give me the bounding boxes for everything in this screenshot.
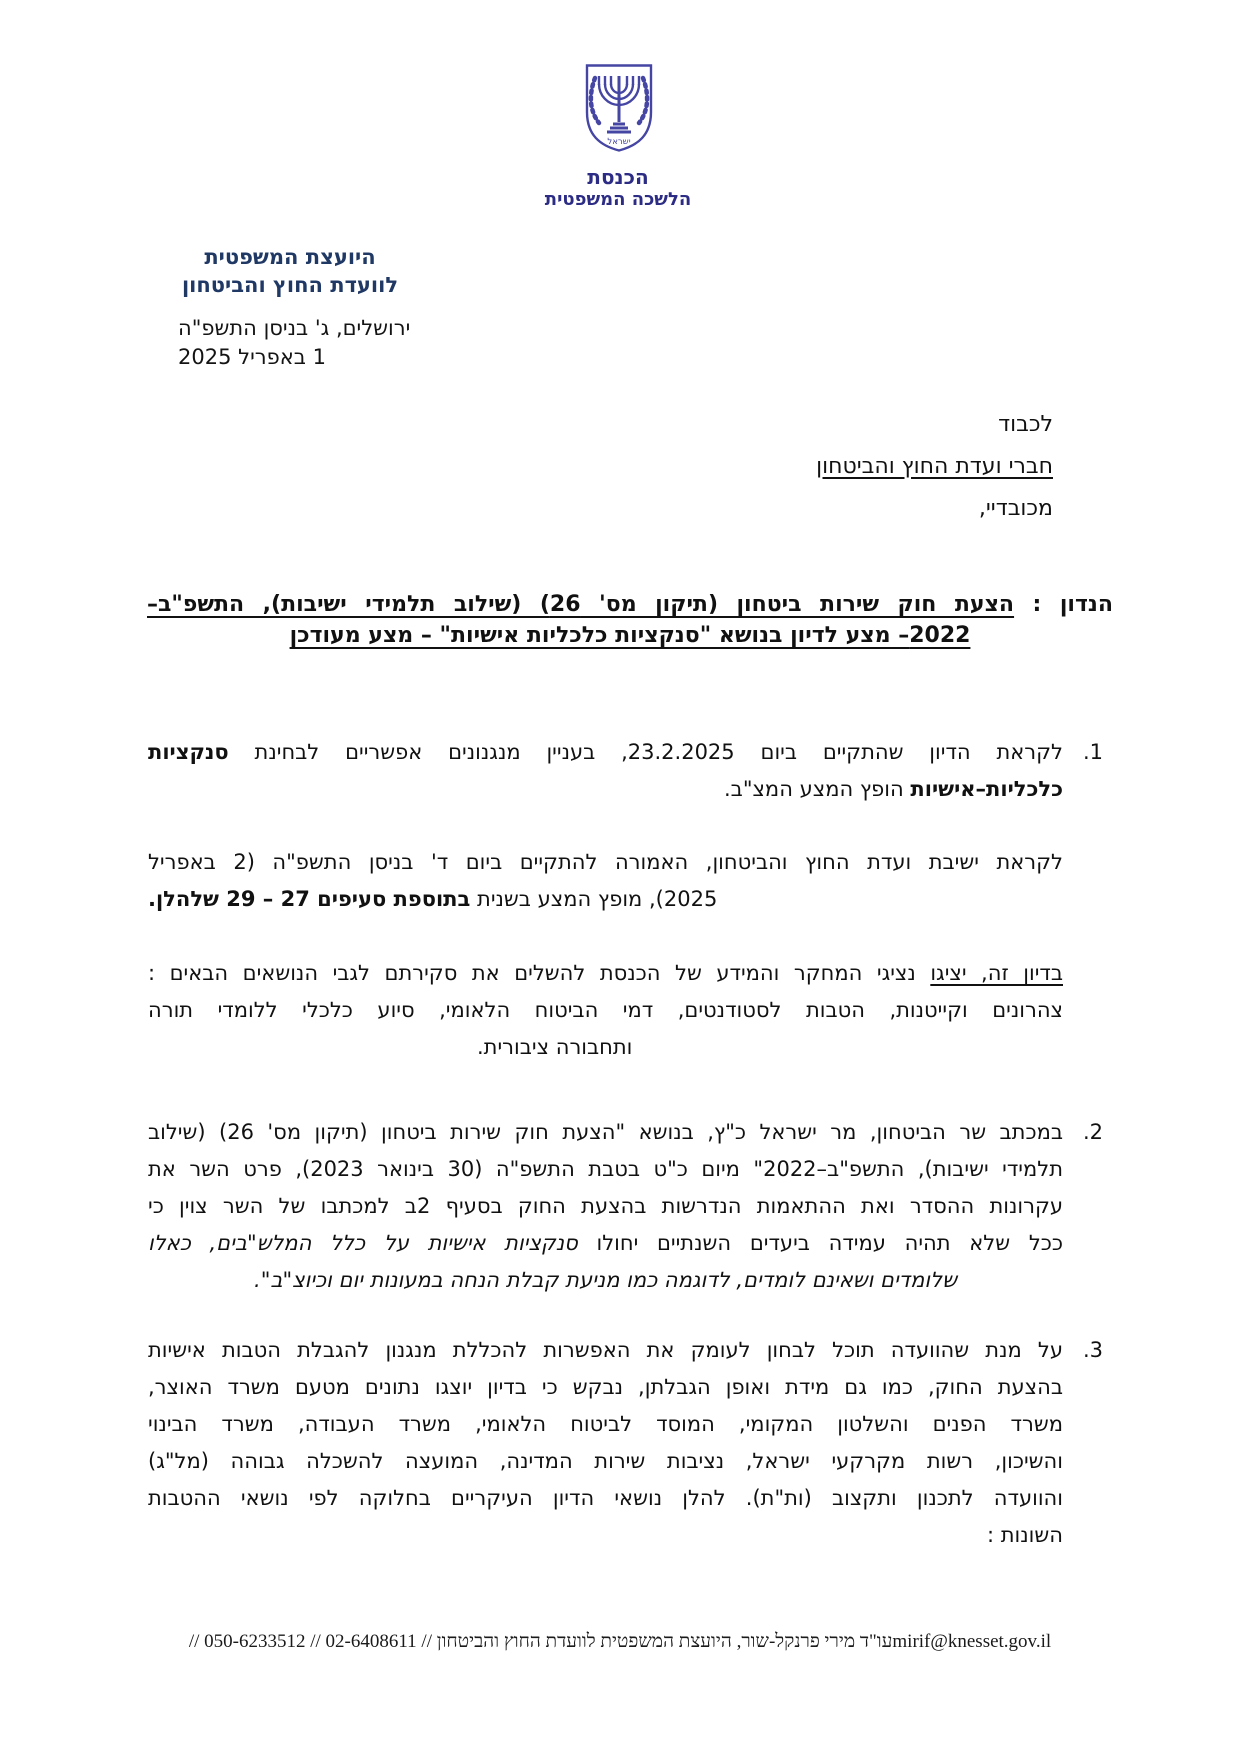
greeting: מכובדיי, xyxy=(978,496,1053,521)
text-segment: והשיכון, רשות מקרקעי ישראל, נציבות שירות המדינה, המועצה להשכלה גבוהה (מל"ג) xyxy=(148,1449,1063,1473)
paragraph-number: 2. xyxy=(1082,1120,1103,1144)
text-segment: משרד הפנים והשלטון המקומי, המוסד לביטוח הלאומי, משרד העבודה, משרד הבינוי xyxy=(148,1412,1063,1436)
text-segment: ותחבורה ציבורית. xyxy=(477,1035,633,1059)
text-line xyxy=(148,1114,1063,1151)
text-segment: צהרונים וקייטנות, הטבות לסטודנטים, דמי הביטוח הלאומי, סיוע כלכלי ללומדי תורה xyxy=(148,998,1063,1022)
footer-email: mirif@knesset.gov.il xyxy=(892,1631,1052,1652)
text-segment: עקרונות ההסדר ואת ההתאמות הנדרשות בהצעת החוק בסעיף 2ב למכתבו של השר צוין כי xyxy=(148,1194,1063,1218)
text-segment: שלומדים ושאינם לומדים, לדוגמה כמו מניעת קבלת הנחה במעונות יום וכיוצ"ב". xyxy=(254,1268,957,1292)
text-line xyxy=(148,844,1063,881)
footer xyxy=(70,1630,1170,1654)
text-segment: השונות : xyxy=(986,1523,1063,1547)
hebrew-date: ירושלים, ג' בניסן התשפ"ה xyxy=(178,316,411,340)
paragraph xyxy=(148,1114,1103,1299)
text-segment: 2025), מופץ המצע בשנית xyxy=(470,887,718,911)
text-line xyxy=(148,1517,1063,1554)
text-segment: לקראת הדיון שהתקיים ביום 23.2.2025, בעניין מנגנונים אפשריים לבחינת xyxy=(228,740,1063,764)
paragraph xyxy=(148,734,1103,808)
paragraph xyxy=(148,844,1063,918)
footer-contact: עו"ד מירי פרנקל-שור, היועצת המשפטית לוועדת החוץ והביטחון // 02-6408611 // 050-6233512 // xyxy=(188,1631,893,1652)
text-segment: בהצעת החוק, כמו גם מידת ואופן הגבלתן, נבקש כי בדיון יוצגו נתונים מטעם משרד האוצר, xyxy=(148,1375,1063,1399)
addressee: חברי ועדת החוץ והביטחון xyxy=(816,454,1053,479)
text-line xyxy=(148,1332,1063,1369)
text-segment: סנקציות אישיות על כלל המלש"בים, כאלו xyxy=(148,1231,578,1255)
text-segment: והוועדה לתכנון ותקצוב (ות"ת). להלן נושאי הדיון העיקריים בחלוקה לפי נושאי ההטבות xyxy=(148,1486,1063,1510)
text-line xyxy=(148,734,1063,771)
subject-text-1: הצעת חוק שירות ביטחון (תיקון מס' 26) (שילוב תלמידי ישיבות), התשפ"ב– xyxy=(147,592,1015,617)
text-line xyxy=(148,1188,1063,1225)
paragraph-number: 1. xyxy=(1082,740,1103,764)
text-line xyxy=(148,1225,1063,1262)
text-segment: לקראת ישיבת ועדת החוץ והביטחון, האמורה להתקיים ביום ד' בניסן התשפ"ה (2 באפריל xyxy=(148,850,1063,874)
subject-line-2: 2022– מצע לדיון בנושא "סנקציות כלכליות אישיות" – מצע מעודכן xyxy=(289,623,971,648)
sender-title-line2: לוועדת החוץ והביטחון xyxy=(181,273,399,297)
gregorian-date: 1 באפריל 2025 xyxy=(178,345,326,369)
text-line xyxy=(148,992,1063,1029)
text-line xyxy=(148,771,1063,808)
text-segment: בתוספת סעיפים 27 – 29 שלהלן. xyxy=(148,887,471,911)
text-segment: בדיון זה, יציגו xyxy=(930,961,1063,985)
text-segment: על מנת שהוועדה תוכל לבחון לעומק את האפשרות להכללת מנגנון להגבלת הטבות אישיות xyxy=(148,1338,1063,1362)
text-line xyxy=(148,1029,1063,1066)
text-line xyxy=(148,1151,1063,1188)
paragraph-number: 3. xyxy=(1082,1338,1103,1362)
text-line xyxy=(148,1480,1063,1517)
paragraph xyxy=(148,1332,1103,1554)
text-segment: במכתב שר הביטחון, מר ישראל כ"ץ, בנושא "הצעת חוק שירות ביטחון (תיקון מס' 26) (שילוב xyxy=(148,1120,1063,1144)
text-segment: כלכליות–אישיות xyxy=(910,777,1063,801)
text-segment: סנקציות xyxy=(148,740,229,764)
org-name: הכנסת xyxy=(587,165,649,189)
text-segment: נציגי המחקר והמידע של הכנסת להשלים את סקירתם לגבי הנושאים הבאים : xyxy=(148,961,931,985)
emblem-caption: ישראל xyxy=(607,137,631,147)
paragraph xyxy=(148,955,1063,1066)
sender-title-line1: היועצת המשפטית xyxy=(204,245,376,269)
text-line xyxy=(148,1443,1063,1480)
dept-name: הלשכה המשפטית xyxy=(544,189,692,210)
text-line xyxy=(148,1369,1063,1406)
text-line xyxy=(148,955,1063,992)
text-line xyxy=(148,1262,1063,1299)
salutation: לכבוד xyxy=(998,412,1053,437)
text-segment: ככל שלא תהיה עמידה ביעדים השנתיים יחולו xyxy=(577,1231,1063,1255)
subject-label: הנדון : xyxy=(1014,592,1113,617)
text-line xyxy=(148,1406,1063,1443)
text-segment: תלמידי ישיבות), התשפ"ב–2022" מיום כ"ט בטבת התשפ"ה (30 בינואר 2023), פרט השר את xyxy=(148,1157,1063,1181)
text-line xyxy=(148,881,1063,918)
text-segment: הופץ המצע המצ"ב. xyxy=(724,777,911,801)
